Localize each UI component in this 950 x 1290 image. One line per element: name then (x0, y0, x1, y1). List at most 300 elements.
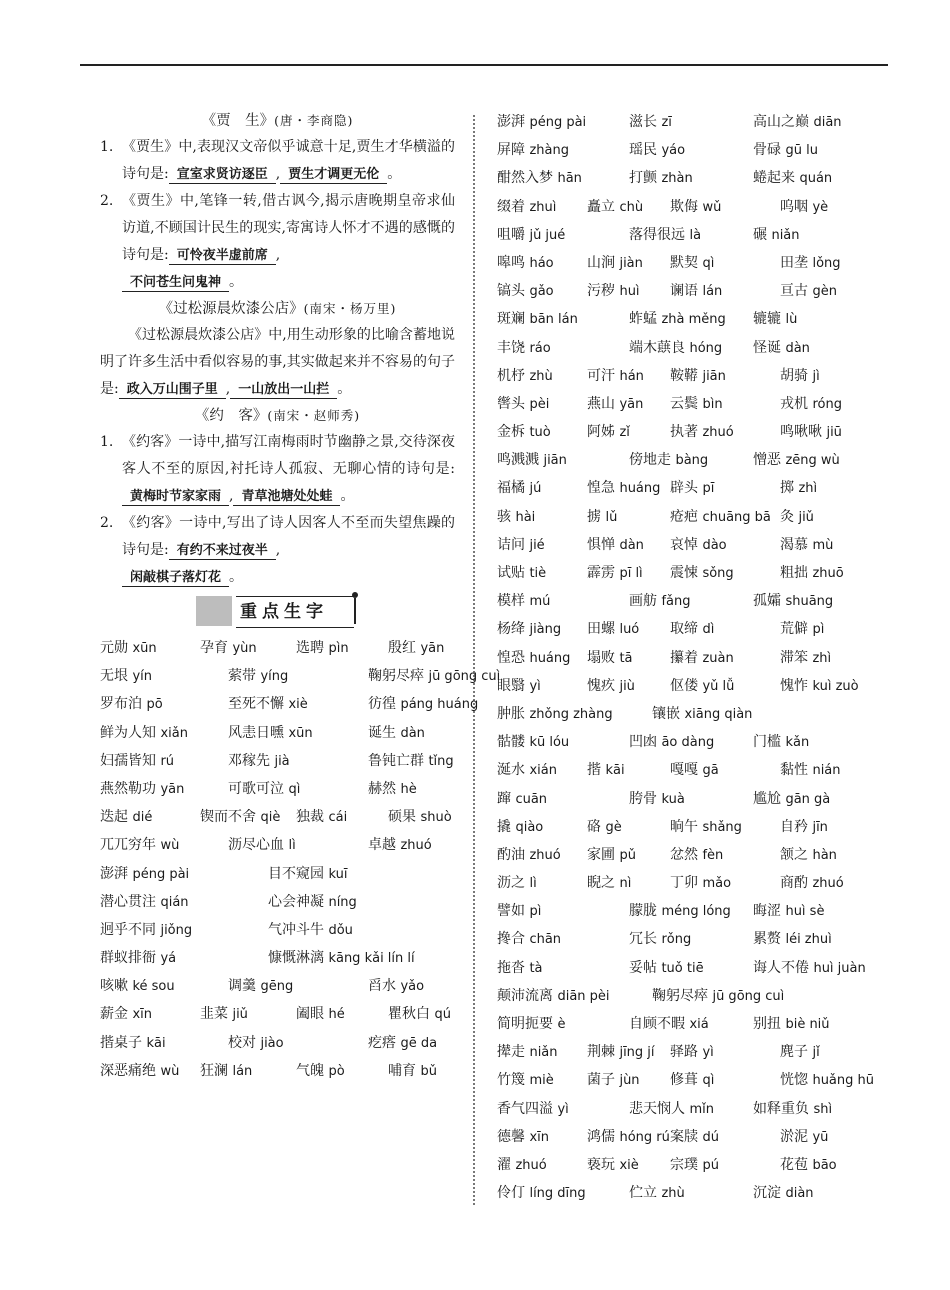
vocab-word: 谰语 (670, 283, 703, 300)
vocab-word: 掳 (587, 508, 606, 525)
vocab-entry (629, 728, 714, 757)
pin-icon (352, 592, 358, 598)
vocab-pinyin: zhuó (812, 876, 844, 892)
punct: , (275, 542, 281, 558)
vocab-pinyin: gēng (260, 979, 294, 995)
vocab-entry (753, 728, 809, 757)
vocab-word: 戎机 (780, 395, 813, 412)
vocab-pinyin: xūn (288, 725, 313, 741)
vocab-row (497, 700, 877, 728)
vocab-pinyin: qì (702, 255, 715, 271)
punct: , (275, 247, 281, 263)
vocab-entry (670, 193, 721, 222)
vocab-word: 别扭 (753, 1016, 786, 1032)
vocab-word: 灸 (780, 508, 799, 525)
vocab-entry (629, 1179, 685, 1208)
vocab-pinyin: shuāng (785, 594, 834, 610)
vocab-pinyin: gè (605, 819, 622, 835)
vocab-pinyin: bān lán (529, 312, 578, 328)
vocab-entry (497, 446, 567, 475)
vocab-entry (587, 503, 617, 532)
vocab-pinyin: xiá (689, 1017, 709, 1032)
vocab-pinyin: wǔ (702, 199, 722, 215)
vocab-word: 孤孀 (753, 593, 786, 610)
vocab-row (497, 897, 877, 925)
vocab-entry (497, 982, 610, 1011)
vocab-row (497, 249, 877, 277)
vocab-pinyin: lǔ (605, 509, 618, 525)
vocab-word: 惶急 (587, 480, 620, 497)
question-number: 1. (100, 139, 114, 155)
vocab-entry (497, 503, 535, 532)
question (100, 134, 455, 188)
vocab-entry (200, 1000, 248, 1029)
vocab-pinyin: huì (619, 284, 640, 300)
vocab-word: 嘎嘎 (670, 762, 703, 779)
vocab-pinyin: mù (812, 537, 834, 553)
answer-line: 黄梅时节家家雨 (122, 489, 229, 506)
vocab-pinyin: tà (529, 960, 543, 976)
vocab-pinyin: ké sou (132, 979, 175, 995)
vocab-pinyin: chuāng bā (702, 509, 771, 525)
vocab-pinyin: hé (328, 1007, 345, 1023)
answer-line: 一山放出一山拦 (230, 382, 337, 399)
vocab-word: 家圃 (587, 846, 620, 863)
vocab-pinyin: dǒu (328, 922, 353, 938)
vocab-word: 骇 (497, 508, 516, 525)
vocab-entry (587, 193, 643, 222)
vocab-row (497, 503, 877, 531)
vocab-word: 鞠躬尽瘁 (368, 668, 429, 685)
vocab-pinyin: dàn (400, 725, 425, 741)
vocab-row (100, 690, 479, 718)
vocab-word: 鸿儒 (587, 1128, 620, 1145)
vocab-pinyin: mǐn (689, 1101, 714, 1117)
answer-line: 不问苍生问鬼神 (122, 275, 229, 292)
vocab-entry (497, 277, 554, 306)
question (100, 510, 455, 591)
question (100, 188, 455, 296)
vocab-entry (780, 644, 831, 673)
vocab-word: 诞生 (368, 724, 401, 741)
vocab-entry (753, 1095, 832, 1124)
vocab-word: 瞿秋白 (388, 1006, 435, 1023)
vocab-pinyin: fǎng (661, 594, 691, 610)
vocab-pinyin: jiǔ (798, 509, 814, 525)
vocab-entry (670, 1066, 714, 1095)
vocab-word: 鸣啾啾 (780, 424, 827, 441)
vocab-entry (268, 916, 353, 945)
vocab-entry (629, 1095, 714, 1124)
vocab-entry (497, 474, 541, 503)
vocab-entry (670, 474, 714, 503)
vocab-entry (587, 869, 631, 898)
vocab-entry (587, 559, 643, 588)
vocab-word: 睨之 (587, 875, 620, 892)
vocab-entry (753, 954, 866, 983)
vocab-entry (497, 136, 569, 165)
vocab-entry (753, 897, 824, 926)
column-divider (473, 115, 475, 1205)
vocab-entry (497, 418, 551, 447)
vocab-pinyin: zhuì (529, 199, 557, 215)
vocab-row (100, 803, 455, 831)
vocab-row (497, 446, 877, 474)
vocab-entry (670, 1038, 714, 1067)
vocab-word: 拖沓 (497, 959, 530, 976)
vocab-word: 攥着 (670, 649, 703, 666)
vocab-pinyin: kū lóu (529, 735, 570, 751)
vocab-entry (670, 277, 722, 306)
vocab-row (100, 1029, 455, 1057)
vocab-pinyin: dú (702, 1129, 719, 1145)
vocab-word: 荒僻 (780, 621, 813, 638)
vocab-word: 蹿 (497, 790, 516, 807)
vocab-entry (780, 615, 824, 644)
vocab-word: 粗拙 (780, 565, 813, 581)
vocab-pinyin: wù (160, 1063, 180, 1079)
vocab-word: 彷徨 (368, 696, 401, 713)
vocab-entry (100, 916, 192, 945)
vocab-word: 嗥鸣 (497, 254, 530, 271)
vocab-word: 兀兀穷年 (100, 837, 161, 854)
vocab-pinyin: xiè (288, 697, 308, 713)
vocab-entry (200, 803, 280, 832)
vocab-entry (670, 615, 714, 644)
vocab-entry (587, 1151, 639, 1180)
vocab-row (100, 860, 455, 888)
vocab-word: 薪金 (100, 1006, 133, 1023)
vocab-word: 修葺 (670, 1072, 703, 1089)
vocab-entry (497, 1066, 554, 1095)
vocab-word: 蚱蜢 (629, 311, 662, 328)
vocab-pinyin: xīn (132, 1007, 152, 1023)
vocab-entry (780, 1066, 874, 1095)
vocab-word: 欺侮 (670, 198, 703, 215)
vocab-word: 鞠躬尽瘁 (652, 987, 713, 1004)
vocab-pinyin: jiū (826, 425, 842, 441)
vocab-entry (368, 831, 432, 860)
vocab-pinyin: huì sè (785, 904, 825, 920)
vocab-word: 潜心贯注 (100, 893, 161, 910)
vocab-pinyin: qì (702, 1073, 715, 1089)
left-column (100, 108, 501, 1085)
vocab-pinyin: lì (288, 838, 296, 854)
vocab-pinyin: sǒng (702, 566, 734, 581)
header-rule (80, 64, 888, 66)
vocab-row (100, 719, 455, 747)
vocab-entry (753, 108, 842, 137)
vocab-word: 霹雳 (587, 565, 620, 581)
vocab-entry (753, 587, 833, 616)
vocab-pinyin: xiāng qiàn (684, 706, 753, 722)
poem-author: (南宋・赵师秀) (267, 408, 361, 423)
vocab-pinyin: zhuó (400, 838, 432, 854)
vocab-entry (100, 1000, 152, 1029)
vocab-pinyin: yùn (232, 641, 257, 656)
vocab-word: 濯 (497, 1156, 516, 1173)
vocab-word: 伛偻 (670, 677, 703, 694)
vocab-word: 端木蕻良 (629, 339, 690, 356)
vocab-row (100, 775, 455, 803)
vocab-pinyin: jì (812, 368, 820, 384)
vocab-pinyin: jiào (260, 1035, 284, 1051)
vocab-row (100, 634, 455, 662)
vocab-word: 燕山 (587, 395, 620, 412)
vocab-entry (497, 249, 554, 278)
vocab-pinyin: pǔ (619, 847, 636, 863)
vocab-entry (100, 662, 152, 691)
vocab-word: 选聘 (296, 640, 329, 656)
vocab-pinyin: lǒng (812, 255, 841, 271)
vocab-pinyin: qián (160, 894, 189, 910)
vocab-entry (670, 249, 714, 278)
vocab-entry (629, 954, 704, 983)
vocab-word: 韭菜 (200, 1006, 233, 1023)
vocab-word: 简明扼要 (497, 1016, 558, 1032)
punct: 。 (340, 488, 355, 504)
vocab-word: 憎恶 (753, 452, 786, 469)
vocab-word: 商酌 (780, 875, 813, 892)
answer-line: 闲敲棋子落灯花 (122, 570, 229, 587)
vocab-pinyin: là (689, 227, 702, 243)
poem-title (100, 108, 455, 134)
vocab-row (497, 334, 877, 362)
vocab-entry (100, 690, 163, 719)
vocab-entry (670, 672, 734, 701)
vocab-entry (587, 672, 635, 701)
vocab-entry (497, 672, 541, 701)
vocab-pinyin: lì (529, 876, 537, 892)
vocab-word: 辔头 (497, 395, 530, 412)
vocab-word: 疮疤 (670, 508, 703, 525)
vocab-pinyin: hān (557, 171, 582, 187)
vocab-word: 悲天悯人 (629, 1100, 690, 1117)
vocab-word: 心会神凝 (268, 893, 329, 910)
vocab-entry (228, 1029, 284, 1058)
vocab-word: 揩 (587, 762, 606, 779)
answer-line: 青草池塘处处蛙 (233, 489, 340, 506)
vocab-row (497, 728, 877, 756)
vocab-entry (780, 362, 820, 391)
vocab-row (100, 747, 455, 775)
vocab-entry (497, 841, 561, 870)
vocab-word: 譬如 (497, 903, 530, 920)
vocab-entry (497, 1151, 547, 1180)
vocab-row (497, 982, 877, 1010)
vocab-word: 元勋 (100, 640, 133, 656)
vocab-word: 田垄 (780, 254, 813, 271)
vocab-pinyin: hóng rú (619, 1129, 670, 1145)
vocab-entry (497, 925, 561, 954)
vocab-row (497, 164, 877, 192)
vocab-word: 宗璞 (670, 1156, 703, 1173)
vocab-word: 门槛 (753, 734, 786, 751)
vocab-word: 伶仃 (497, 1185, 530, 1202)
vocab-pinyin: jū gōng cuì (428, 669, 501, 685)
vocab-pinyin: rú (160, 753, 175, 769)
vocab-pinyin: páng huáng (400, 697, 479, 713)
vocab-word: 沥尽心血 (228, 837, 289, 854)
vocab-entry (368, 972, 424, 1001)
vocab-entry (497, 362, 553, 391)
vocab-entry (670, 390, 723, 419)
poem-title (100, 296, 455, 322)
vocab-entry (780, 672, 859, 701)
vocab-pinyin: miè (529, 1073, 554, 1089)
vocab-entry (629, 136, 685, 165)
vocab-row (497, 390, 877, 418)
vocab-entry (296, 1000, 345, 1029)
vocab-row (497, 1179, 877, 1207)
vocab-entry (780, 1038, 820, 1067)
vocab-entry (296, 1057, 345, 1086)
vocab-row (497, 221, 877, 249)
vocab-word: 打颤 (629, 170, 662, 187)
vocab-pinyin: yì (557, 1101, 569, 1117)
vocab-word: 哀悼 (670, 536, 703, 553)
vocab-pinyin: jià (274, 753, 290, 769)
vocab-entry (497, 559, 546, 588)
vocab-entry (200, 1057, 252, 1086)
vocab-pinyin: nián (812, 763, 841, 779)
poem-author: (南宋・杨万里) (303, 301, 397, 316)
answer-line: 有约不来过夜半 (169, 543, 276, 560)
vocab-entry (100, 1029, 166, 1058)
vocab-word: 酌油 (497, 846, 530, 863)
vocab-row (497, 559, 877, 587)
vocab-word: 辘辘 (753, 311, 786, 328)
vocab-word: 默契 (670, 254, 703, 271)
answer-line: 政入万山围子里 (119, 382, 226, 399)
vocab-pinyin: qì (288, 781, 301, 797)
vocab-entry (670, 362, 726, 391)
vocab-entry (780, 813, 828, 842)
vocab-pinyin: méng lóng (661, 904, 731, 920)
question-text: 《约客》一诗中,写出了诗人因客人不至而失望焦躁的诗句是: (122, 515, 455, 558)
vocab-pinyin: luó (619, 622, 640, 638)
vocab-entry (268, 860, 347, 889)
vocab-entry (587, 1038, 655, 1067)
vocab-row (497, 1038, 877, 1066)
vocab-entry (497, 164, 582, 193)
vocab-word: 可歌可泣 (228, 780, 289, 797)
vocab-pinyin: líng dīng (529, 1186, 586, 1202)
vocab-entry (368, 747, 454, 776)
vocab-pinyin: dì (702, 622, 715, 638)
vocab-entry (780, 841, 837, 870)
vocab-word: 阖眼 (296, 1006, 329, 1023)
vocab-entry (587, 474, 660, 503)
vocab-pinyin: péng pài (132, 866, 190, 882)
vocab-word: 荆棘 (587, 1044, 620, 1061)
vocab-entry (670, 418, 734, 447)
vocab-word: 酣然入梦 (497, 170, 558, 187)
vocab-pinyin: zuàn (702, 650, 734, 666)
vocab-row (497, 954, 877, 982)
vocab-pinyin: shì (813, 1101, 833, 1117)
vocab-row (497, 136, 877, 164)
vocab-pinyin: tǐng (428, 753, 454, 769)
vocab-entry (753, 446, 840, 475)
vocab-list-right (497, 108, 877, 1207)
vocab-pinyin: kāi (605, 763, 625, 779)
vocab-word: 亵玩 (587, 1156, 620, 1173)
vocab-entry (629, 164, 693, 193)
vocab-pinyin: jiān (702, 368, 726, 384)
vocab-word: 机杼 (497, 367, 530, 384)
vocab-entry (670, 869, 731, 898)
answer-line: 可怜夜半虚前席 (169, 248, 276, 265)
vocab-entry (587, 531, 644, 560)
vocab-pinyin: jiǔ (232, 1007, 248, 1023)
vocab-entry (228, 662, 288, 691)
vocab-entry (629, 897, 731, 926)
vocab-entry (100, 888, 189, 917)
punct: , (275, 166, 281, 182)
vocab-entry (780, 756, 841, 785)
vocab-entry (100, 972, 175, 1001)
vocab-word: 迥乎不同 (100, 921, 161, 938)
vocab-entry (368, 719, 425, 748)
vocab-word: 舀水 (368, 978, 401, 995)
vocab-pinyin: jīng jí (619, 1045, 655, 1061)
vocab-row (100, 831, 455, 859)
vocab-pinyin: dào (702, 537, 727, 553)
vocab-word: 云鬓 (670, 395, 703, 412)
vocab-entry (629, 1010, 709, 1039)
punct: 。 (229, 569, 244, 585)
vocab-entry (497, 897, 541, 926)
vocab-row (497, 1010, 877, 1038)
vocab-pinyin: xiǎn (160, 725, 188, 741)
vocab-entry (100, 775, 184, 804)
vocab-entry (629, 785, 685, 814)
vocab-entry (497, 1038, 558, 1067)
vocab-pinyin: jiǒng (160, 922, 193, 938)
vocab-entry (780, 277, 837, 306)
vocab-pinyin: huáng (529, 650, 571, 666)
vocab-pinyin: léi zhuì (785, 932, 832, 948)
vocab-word: 金柝 (497, 424, 530, 441)
vocab-word: 无垠 (100, 668, 133, 685)
vocab-word: 杨绛 (497, 621, 530, 638)
vocab-word: 淤泥 (780, 1128, 813, 1145)
vocab-pinyin: yì (702, 1045, 714, 1061)
vocab-row (497, 615, 877, 643)
vocab-word: 肿胀 (497, 705, 530, 722)
question-text: 《贾生》中,表现汉文帝似乎诚意十足,贾生才华横溢的诗句是: (122, 139, 455, 182)
vocab-row (497, 531, 877, 559)
vocab-word: 累赘 (753, 931, 786, 948)
vocab-pinyin: cuān (515, 791, 548, 807)
vocab-pinyin: xián (529, 763, 557, 779)
vocab-pinyin: zhuó (702, 425, 734, 441)
vocab-entry (368, 662, 500, 691)
vocab-pinyin: diān pèi (557, 988, 610, 1004)
vocab-pinyin: tiè (529, 566, 547, 581)
vocab-entry (780, 418, 842, 447)
vocab-entry (753, 221, 800, 250)
vocab-word: 赫然 (368, 780, 401, 797)
poem-name: 《约 客》 (194, 408, 268, 424)
vocab-word: 深恶痛绝 (100, 1062, 161, 1079)
vocab-entry (497, 305, 578, 334)
vocab-pinyin: pī (702, 481, 715, 497)
vocab-entry (100, 634, 157, 663)
vocab-word: 愧怍 (780, 677, 813, 694)
vocab-row (497, 925, 877, 953)
